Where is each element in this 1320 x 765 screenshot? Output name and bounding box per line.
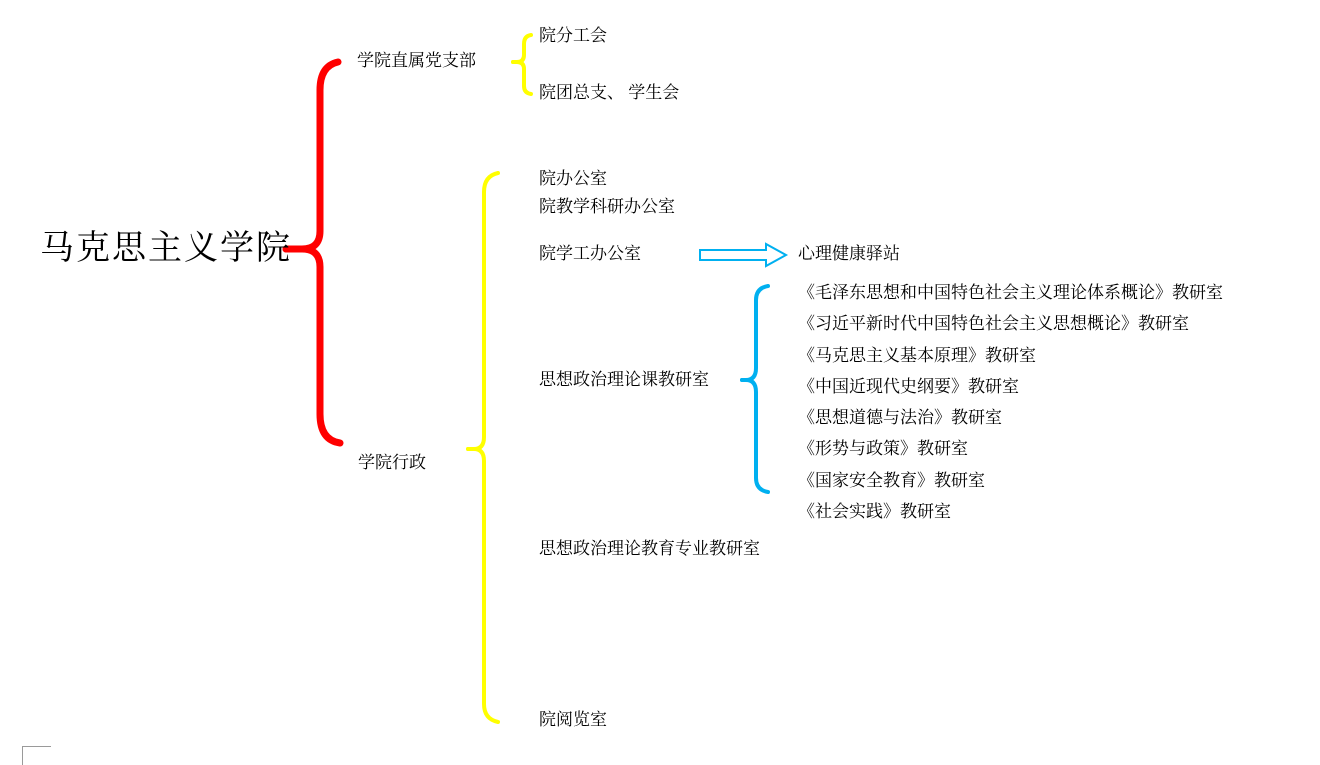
node-admin-office[interactable]: 院办公室 bbox=[539, 169, 607, 188]
node-mental-health-station[interactable]: 心理健康驿站 bbox=[798, 244, 900, 263]
branch-label-party[interactable]: 学院直属党支部 bbox=[357, 51, 476, 70]
node-teaching-research-office[interactable]: 院教学科研办公室 bbox=[539, 197, 675, 216]
list-item[interactable]: 《习近平新时代中国特色社会主义思想概论》教研室 bbox=[798, 314, 1189, 334]
list-item[interactable]: 《中国近现代史纲要》教研室 bbox=[798, 376, 1019, 396]
node-ideological-education-major-group[interactable]: 思想政治理论教育专业教研室 bbox=[539, 539, 760, 558]
list-item[interactable]: 《马克思主义基本原理》教研室 bbox=[798, 345, 1036, 365]
teaching-room-list bbox=[798, 282, 1223, 532]
node-ideological-theory-course-group[interactable]: 思想政治理论课教研室 bbox=[539, 370, 709, 389]
list-item[interactable]: 《毛泽东思想和中国特色社会主义理论体系概论》教研室 bbox=[798, 283, 1223, 302]
node-reading-room[interactable]: 院阅览室 bbox=[539, 710, 607, 729]
list-item[interactable]: 《形势与政策》教研室 bbox=[798, 439, 968, 459]
branch-label-admin[interactable]: 学院行政 bbox=[358, 453, 426, 472]
page-corner-mark bbox=[22, 746, 51, 765]
list-item[interactable]: 《社会实践》教研室 bbox=[798, 501, 951, 521]
node-party-youth-league[interactable]: 院团总支、 学生会 bbox=[539, 83, 680, 102]
list-item[interactable]: 《国家安全教育》教研室 bbox=[798, 470, 985, 490]
node-party-union[interactable]: 院分工会 bbox=[539, 26, 607, 45]
list-item[interactable]: 《思想道德与法治》教研室 bbox=[798, 408, 1002, 427]
root-node-label[interactable]: 马克思主义学院 bbox=[40, 230, 292, 267]
node-student-affairs-office[interactable]: 院学工办公室 bbox=[539, 244, 641, 263]
